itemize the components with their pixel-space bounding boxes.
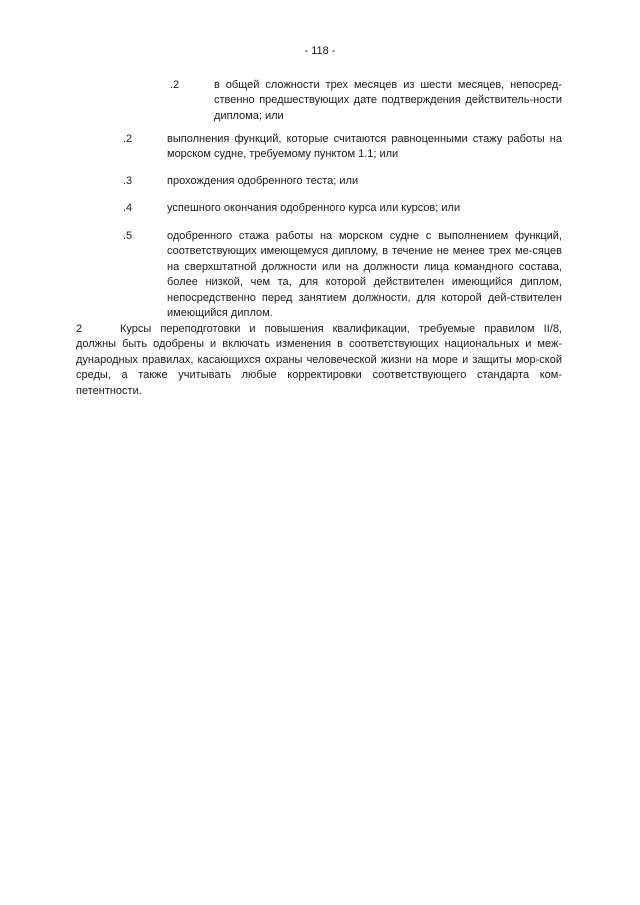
item-text: успешного окончания одобренного курса или курсов; или	[167, 202, 461, 214]
item-number: .3	[123, 175, 133, 187]
item-text: в общей сложности трех месяцев из шести месяцев, непосред-ственно предшествующих дате подтверждения действитель-ности диплома; или	[214, 79, 562, 122]
paragraph	[76, 322, 562, 399]
item-text: прохождения одобренного теста; или	[167, 175, 359, 187]
list-item	[123, 229, 562, 321]
paragraph-number: 2	[76, 323, 83, 335]
item-number: .4	[123, 202, 133, 214]
item-text: одобренного стажа работы на морском судне с выполнением функций, соответствующих имеющемуся диплому, в течение не менее трех ме-сяцев на сверхштатной должности или на должности лица командного состава, более низкой, чем та, для которой действителен имеющийся диплом, непосредственно перед занятием должности, для которой дей-ствителен имеющийся диплом.	[167, 230, 562, 320]
list-item	[123, 132, 562, 163]
paragraph-text: Курсы переподготовки и повышения квалификации, требуемые правилом II/8, должны быть одобрены и включать изменения в соответствующих национальных и меж-дународных правилах, касающихся охраны человеческой жизни на море и защиты мор-ской среды, а также учитывать любые корректировки соответствующего стандарта ком-петентности.	[76, 323, 562, 397]
item-number: .2	[170, 79, 180, 91]
list-item	[123, 174, 562, 189]
item-text: выполнения функций, которые считаются равноценными стажу работы на морском судне, требуемому пунктом 1.1; или	[167, 133, 562, 161]
sub-list-item	[170, 78, 562, 124]
item-number: .5	[123, 230, 133, 242]
item-number: .2	[123, 133, 133, 145]
page-number: - 118 -	[304, 45, 336, 57]
list-item	[123, 201, 562, 216]
